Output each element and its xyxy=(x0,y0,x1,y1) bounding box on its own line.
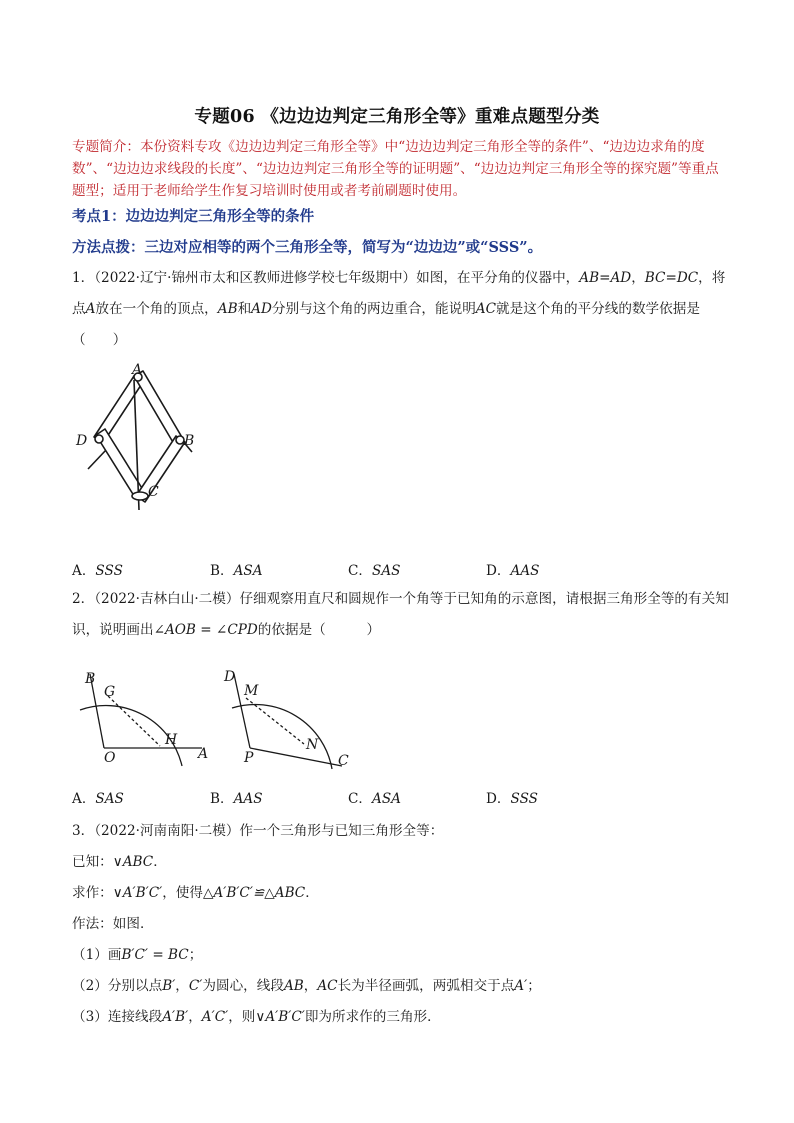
topic-intro: 专题简介：本份资料专攻《边边边判定三角形全等》中“边边边判定三角形全等的条件”、“边边边求角的度数”、“边边边求线段的长度”、“边边边判定三角形全等的证明题”、“边边边判定三角形全等的探究题”等重点题型；适用于老师给学生作复习培训时使用或者考前刷题时使用。 xyxy=(72,139,719,199)
question-text: （3）连接线段 xyxy=(72,1009,163,1025)
option-letter: D． xyxy=(486,563,511,579)
math-expression: ∨A′B′C′ xyxy=(255,1009,305,1025)
option-value: AAS xyxy=(510,563,540,579)
question-source: （2022·辽宁·锦州市太和区教师进修学校七年级期中） xyxy=(94,270,417,286)
section-heading: 考点1：边边边判定三角形全等的条件 xyxy=(72,208,315,225)
option-letter: C． xyxy=(348,563,372,579)
option-letter: A． xyxy=(72,791,96,807)
punctuation: ， xyxy=(303,978,318,994)
question-text: 放在一个角的顶点， xyxy=(95,301,218,317)
option-d[interactable] xyxy=(486,559,539,579)
math-expression: AB xyxy=(283,978,304,994)
question-source: （2022·吉林白山·二模） xyxy=(94,591,240,607)
question-text: 就是这个角的平分线的数学依据是（ ） xyxy=(72,301,700,348)
question-text: （2）分别以点 xyxy=(72,978,163,994)
math-expression: AB=AD xyxy=(579,270,632,286)
math-expression: ∠AOB = ∠CPD xyxy=(153,622,258,638)
question-text: 仔细观察用直尺和圆规作一个角等于已知角的示意图，请根据三角形全等的有关知识，说明画出 xyxy=(72,591,729,638)
math-expression: AC xyxy=(317,978,338,994)
math-expression: A′ xyxy=(514,978,528,994)
point-label-c: C xyxy=(148,484,159,500)
option-value: SAS xyxy=(95,791,124,807)
math-expression: A xyxy=(85,301,96,317)
option-value: SSS xyxy=(510,791,538,807)
punctuation: ， xyxy=(188,1009,202,1025)
punctuation: ． xyxy=(153,854,167,870)
question-3-step-2 xyxy=(72,974,541,994)
point-label-b: B xyxy=(85,671,96,687)
option-value: SSS xyxy=(95,563,123,579)
question-3-step-3 xyxy=(72,1005,441,1025)
option-b[interactable] xyxy=(210,787,263,807)
question-3-known xyxy=(72,850,167,870)
math-expression: C′ xyxy=(188,978,203,994)
math-expression: A′C′ xyxy=(201,1009,229,1025)
point-label-a: A xyxy=(132,362,143,378)
option-b[interactable] xyxy=(210,559,263,579)
question-text: 和 xyxy=(237,301,252,317)
punctuation: ； xyxy=(188,947,203,963)
math-expression: △A′B′C′≌△ABC xyxy=(202,885,306,901)
question-3-header: 3．（2022·河南南阳·二模）作一个三角形与已知三角形全等： xyxy=(72,823,444,839)
option-a[interactable] xyxy=(72,787,124,807)
option-c[interactable] xyxy=(348,787,401,807)
question-text: ，使得 xyxy=(162,885,203,901)
figure-angle-construction xyxy=(72,666,372,776)
question-3-step-1 xyxy=(72,943,202,963)
math-expression: AC xyxy=(475,301,497,317)
point-label-n: N xyxy=(306,737,319,753)
question-2-text xyxy=(72,584,732,646)
option-value: ASA xyxy=(372,791,401,807)
punctuation: ． xyxy=(305,885,319,901)
option-value: ASA xyxy=(233,563,263,579)
question-text: 如图，在平分角的仪器中， xyxy=(416,270,580,286)
math-expression: AD xyxy=(251,301,272,317)
question-text: 即为所求作的三角形． xyxy=(304,1009,441,1025)
question-1-text xyxy=(72,263,732,356)
method-tip: 方法点拨：三边对应相等的两个三角形全等，简写为“边边边”或“SSS”。 xyxy=(72,239,543,256)
punctuation: ， xyxy=(175,978,189,994)
math-expression: BC=DC xyxy=(644,270,699,286)
punctuation: ； xyxy=(527,978,541,994)
punctuation: ， xyxy=(631,270,645,286)
question-3-required xyxy=(72,881,319,901)
point-label-g: G xyxy=(104,684,116,700)
math-expression: A′B′ xyxy=(162,1009,189,1025)
point-label-d: D xyxy=(76,433,88,449)
option-letter: C． xyxy=(348,791,372,807)
question-text: ，则 xyxy=(228,1009,256,1025)
option-a[interactable] xyxy=(72,559,123,579)
question-3-method: 作法：如图． xyxy=(72,916,154,932)
point-label-a: A xyxy=(198,746,209,762)
question-text: （1）画 xyxy=(72,947,122,963)
option-letter: D． xyxy=(486,791,511,807)
question-text: 的依据是（ ） xyxy=(257,622,381,638)
question-text: 长为半径画弧，两弧相交于点 xyxy=(337,978,515,994)
math-expression: AB xyxy=(217,301,238,317)
option-letter: B． xyxy=(210,791,234,807)
question-text: 已知： xyxy=(72,854,113,870)
page-title: 专题06 《边边边判定三角形全等》重难点题型分类 xyxy=(194,107,600,127)
question-text: 为圆心，线段 xyxy=(202,978,284,994)
math-expression: B′ xyxy=(162,978,176,994)
point-label-c: C xyxy=(338,753,349,769)
point-label-h: H xyxy=(165,732,178,748)
point-label-b: B xyxy=(184,433,195,449)
math-expression: ∨A′B′C′ xyxy=(112,885,163,901)
math-expression: B′C′ = BC xyxy=(121,947,189,963)
figure-angle-bisector-instrument xyxy=(72,362,212,522)
question-text: 求作： xyxy=(72,885,113,901)
option-value: AAS xyxy=(233,791,263,807)
option-value: SAS xyxy=(372,563,401,579)
option-d[interactable] xyxy=(486,787,538,807)
point-label-d: D xyxy=(224,669,236,685)
option-c[interactable] xyxy=(348,559,400,579)
question-number: 1． xyxy=(72,270,95,286)
option-letter: A． xyxy=(72,563,96,579)
question-text: 分别与这个角的两边重合，能说明 xyxy=(271,301,476,317)
point-label-p: P xyxy=(244,750,254,766)
math-expression: ∨ABC xyxy=(112,854,154,870)
point-label-o: O xyxy=(104,750,116,766)
question-text: ，将点 xyxy=(72,270,726,317)
option-letter: B． xyxy=(210,563,234,579)
point-label-m: M xyxy=(244,683,259,699)
question-number: 2． xyxy=(72,591,95,607)
